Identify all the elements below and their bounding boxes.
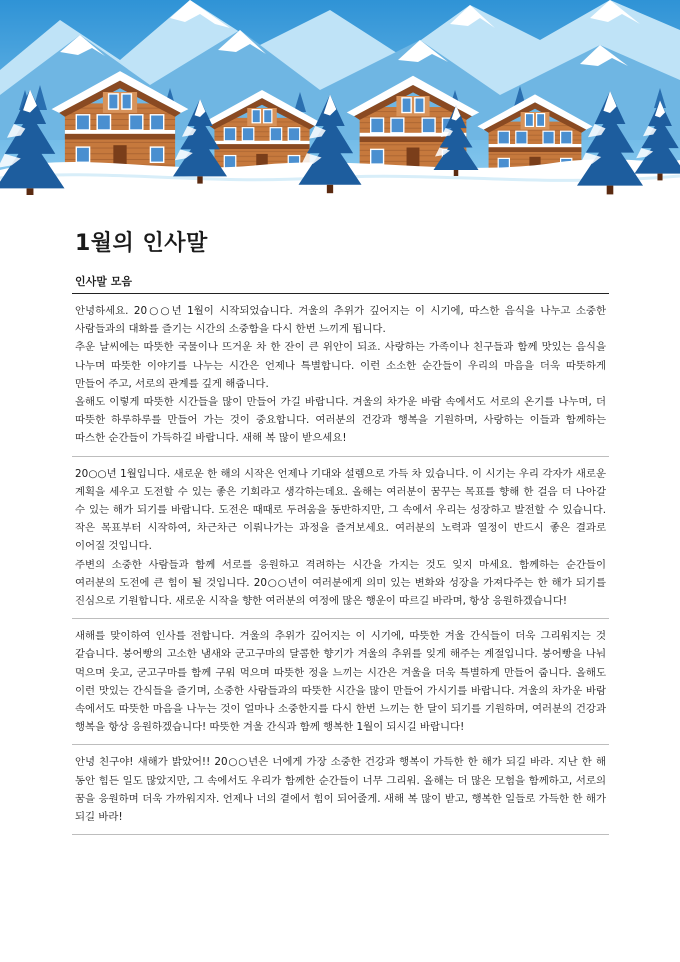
paragraph: 주변의 소중한 사람들과 함께 서로를 응원하고 격려하는 시간을 가지는 것도 잊지 마세요. 함께하는 순간들이 여러분의 도전에 큰 힘이 될 것입니다. 20○○년이 여러분에게 의미 있는 변화와 성장을 가져다주는 한 해가 되기를 진심으로 기원합니다. 새로운 시작을 향한 여러분의 여정에 많은 행운이 따르길 바라며, 항상 응원하겠습니다!	[75, 558, 606, 608]
greeting-block-3	[72, 619, 609, 745]
paragraph: 새해를 맞이하여 인사를 전합니다. 겨울의 추위가 깊어지는 이 시기에, 따뜻한 겨울 간식들이 더욱 그리워지는 것 같습니다. 붕어빵의 고소한 냄새와 군고구마의 달콤한 향기가 겨울의 추위를 잊게 해주는 계절입니다. 붕어빵을 나눠 먹으며 웃고, 군고구마를 함께 구워 먹으며 따뜻한 정을 느끼는 시간은 겨울을 더욱 특별하게 만들어 줍니다. 올해도 이런 맛있는 간식들을 즐기며, 소중한 사람들과의 따뜻한 시간을 많이 만들어 가시기를 바랍니다. 겨울의 차가운 바람 속에서도 따뜻한 마음을 나누는 것이 얼마나 소중한지를 다시 한번 느끼는 한 달이 되기를 기원하며, 여러분의 건강과 행복을 항상 응원하겠습니다! 따뜻한 겨울 간식과 함께 행복한 1월이 되시길 바랍니다!	[75, 630, 606, 734]
paragraph: 20○○년 1월입니다. 새로운 한 해의 시작은 언제나 기대와 설렘으로 가득 차 있습니다. 이 시기는 우리 각자가 새로운 계획을 세우고 도전할 수 있는 좋은 기회라고 생각하는데요. 올해는 여러분이 꿈꾸는 목표를 향해 한 걸음 더 나아갈 수 있는 해가 되기를 바랍니다. 도전은 때때로 두려움을 동반하지만, 그 속에서 우리는 성장하고 발전할 수 있습니다. 작은 목표부터 시작하여, 차근차근 이뤄나가는 과정을 즐겨보세요. 여러분의 노력과 열정이 반드시 좋은 결과로 이어질 것입니다.	[75, 467, 606, 553]
greeting-block-1	[72, 294, 609, 457]
paragraph: 올해도 이렇게 따뜻한 시간들을 많이 만들어 가길 바랍니다. 겨울의 차가운 바람 속에서도 서로의 온기를 나누며, 더 따뜻한 하루하루를 만들어 가는 것이 중요합니다. 여러분의 건강과 행복을 기원하며, 사랑하는 이들과 함께하는 따스한 순간들이 가득하길 바랍니다. 새해 복 많이 받으세요!	[75, 396, 606, 445]
paragraph: 추운 날씨에는 따뜻한 국물이나 뜨거운 차 한 잔이 큰 위안이 되죠. 사랑하는 가족이나 친구들과 함께 맛있는 음식을 나누며 따뜻한 이야기를 나누는 시간은 언제나 특별합니다. 이런 소소한 순간들이 우리의 마음을 더욱 따뜻하게 만들어 주고, 서로의 관계를 깊게 해줍니다.	[75, 341, 606, 390]
page-title: 1월의 인사말	[75, 231, 208, 256]
winter-chalet-illustration	[0, 0, 680, 195]
document-body	[72, 200, 609, 835]
greeting-block-2	[72, 457, 609, 620]
paragraph: 안녕하세요. 20○○년 1월이 시작되었습니다. 겨울의 추위가 깊어지는 이 시기에, 따스한 음식을 나누고 소중한 사람들과의 대화를 즐기는 시간의 소중함을 다시 한번 느끼게 됩니다.	[75, 305, 606, 336]
header-banner	[0, 0, 680, 195]
greeting-block-4	[72, 745, 609, 835]
paragraph: 안녕 친구야! 새해가 밝았어!! 20○○년은 너에게 가장 소중한 건강과 행복이 가득한 한 해가 되길 바라. 지난 한 해 동안 힘든 일도 많았지만, 그 속에서도 우리가 함께한 순간들이 너무 그리워. 올해는 더 많은 모험을 함께하고, 서로의 꿈을 응원하며 더욱 가까워지자. 언제나 너의 곁에서 힘이 되어줄게. 새해 복 많이 받고, 행복한 일들로 가득한 한 해가 되길 바라!	[75, 756, 606, 824]
section-label: 인사말 모음	[72, 275, 609, 294]
